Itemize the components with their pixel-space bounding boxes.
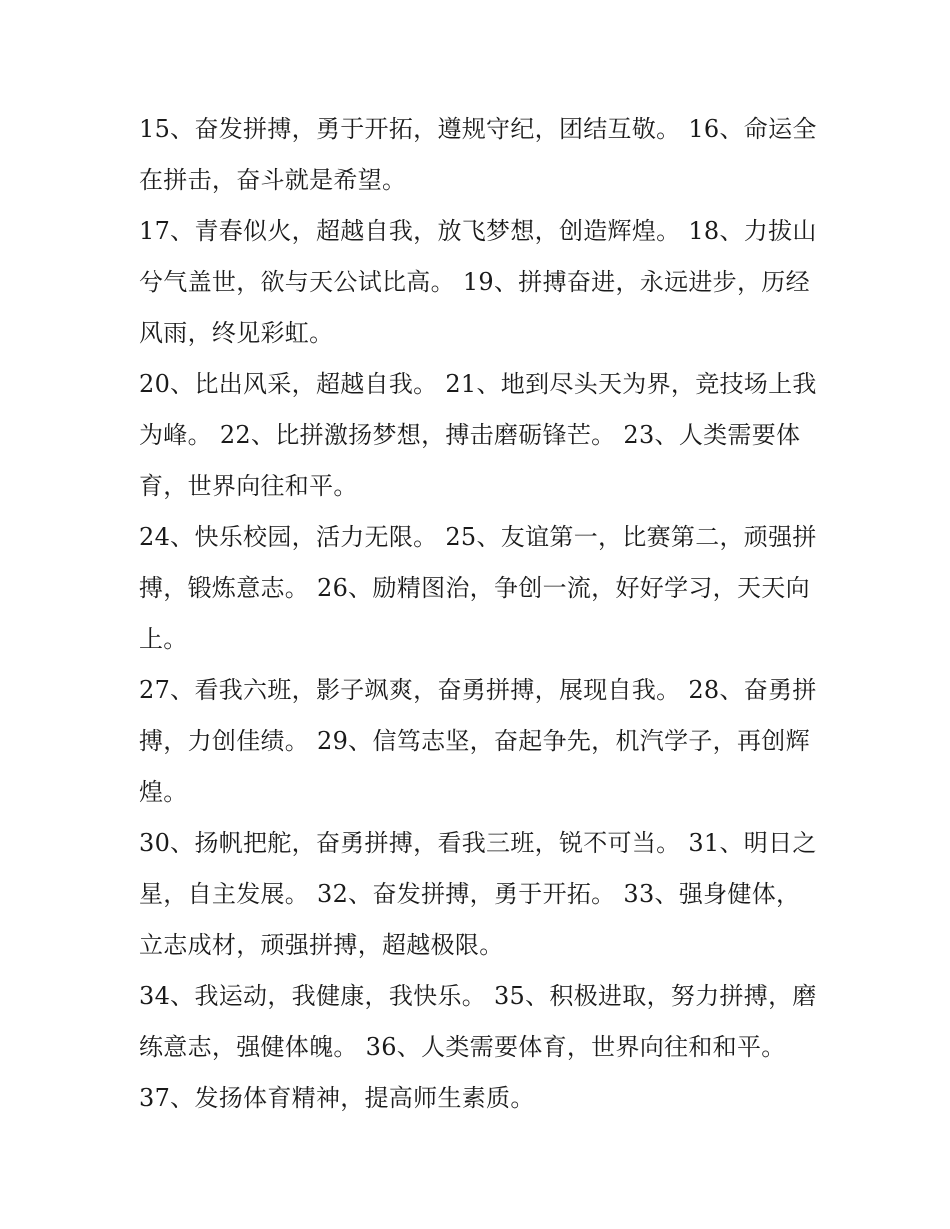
slogan-paragraph-1: 15、奋发拼搏，勇于开拓，遵规守纪，团结互敬。 16、命运全在拼击，奋斗就是希望。 <box>139 115 817 194</box>
slogan-paragraph-6: 30、扬帆把舵，奋勇拼搏，看我三班，锐不可当。 31、明日之星，自主发展。 32、奋发拼搏，勇于开拓。 33、强身健体，立志成材，顽强拼搏，超越极限。 <box>139 829 817 959</box>
document-body <box>139 104 819 1124</box>
slogan-paragraph-7: 34、我运动，我健康，我快乐。 35、积极进取，努力拼搏，磨练意志，强健体魄。 36、人类需要体育，世界向往和和平。 37、发扬体育精神，提高师生素质。 <box>139 982 817 1112</box>
slogan-paragraph-5: 27、看我六班，影子飒爽，奋勇拼搏，展现自我。 28、奋勇拼搏，力创佳绩。 29、信笃志坚，奋起争先，机汽学子，再创辉煌。 <box>139 676 817 806</box>
slogan-paragraph-4: 24、快乐校园，活力无限。 25、友谊第一，比赛第二，顽强拼搏，锻炼意志。 26、励精图治，争创一流，好好学习，天天向上。 <box>139 523 817 653</box>
slogan-paragraph-3: 20、比出风采，超越自我。 21、地到尽头天为界，竞技场上我为峰。 22、比拼激扬梦想，搏击磨砺锋芒。 23、人类需要体育，世界向往和平。 <box>139 370 817 500</box>
slogan-paragraph-2: 17、青春似火，超越自我，放飞梦想，创造辉煌。 18、力拔山兮气盖世，欲与天公试比高。 19、拼搏奋进，永远进步，历经风雨，终见彩虹。 <box>139 217 817 347</box>
